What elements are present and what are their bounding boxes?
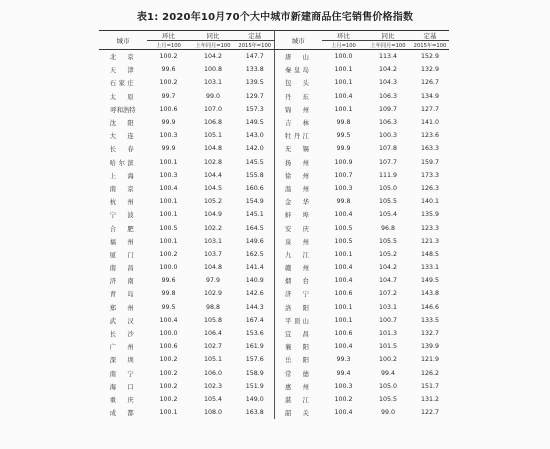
mom-cell: 100.5	[334, 224, 353, 232]
yoy-cell: 104.2	[378, 264, 398, 272]
mom-cell: 99.9	[161, 119, 176, 127]
mom-cell: 99.6	[161, 66, 176, 74]
city-cell: 长 春	[109, 146, 137, 154]
yoy-cell: 99.4	[380, 369, 396, 377]
city-cell: 赣 州	[285, 265, 312, 273]
yoy-cell: 111.9	[378, 171, 398, 179]
header-row	[99, 31, 449, 41]
city-cell: 温 州	[285, 185, 312, 193]
base-cell: 131.2	[420, 395, 440, 403]
city-cell: 福 州	[109, 238, 137, 246]
yoy-cell: 99.0	[380, 409, 396, 417]
city-cell: 平顶山	[285, 317, 312, 325]
table-row	[99, 287, 449, 300]
yoy-cell: 96.8	[380, 224, 396, 232]
table-row	[99, 221, 449, 234]
city-cell: 深 圳	[109, 357, 137, 365]
yoy-cell: 113.4	[378, 53, 398, 61]
yoy-cell: 106.4	[203, 330, 223, 338]
price-index-table	[99, 30, 449, 419]
mom-cell: 99.8	[336, 198, 351, 206]
city-cell: 海 口	[109, 383, 137, 391]
mom-cell: 99.6	[161, 277, 176, 285]
table-row	[99, 380, 449, 393]
mom-cell: 99.4	[336, 369, 351, 377]
city-cell: 广 州	[109, 344, 137, 352]
yoy-cell: 102.3	[203, 382, 223, 390]
header-yoy-left: 同比	[190, 31, 236, 41]
base-cell: 152.9	[420, 53, 440, 61]
header-base-left: 定基	[236, 31, 274, 41]
table-row	[99, 353, 449, 366]
city-cell: 沈 阳	[109, 120, 137, 128]
city-cell: 重 庆	[109, 396, 137, 404]
city-cell: 安 庆	[285, 225, 312, 233]
base-cell: 121.3	[420, 237, 440, 245]
city-cell: 哈尔滨	[109, 159, 137, 167]
table-body	[99, 50, 449, 420]
city-cell: 济 南	[109, 278, 137, 286]
subheader-mom-right: 上月=100	[322, 41, 365, 50]
yoy-cell: 104.3	[378, 79, 398, 87]
mom-cell: 100.6	[334, 290, 353, 298]
mom-cell: 100.1	[159, 237, 178, 245]
header-base-right: 定基	[411, 31, 449, 41]
base-cell: 126.2	[420, 369, 440, 377]
mom-cell: 100.1	[159, 158, 178, 166]
city-cell: 扬 州	[285, 159, 312, 167]
mom-cell: 100.4	[334, 343, 353, 351]
yoy-cell: 105.8	[203, 316, 223, 324]
city-cell: 宜 昌	[285, 331, 312, 339]
yoy-cell: 102.9	[203, 290, 223, 298]
city-cell: 泉 州	[285, 238, 312, 246]
base-cell: 148.5	[420, 250, 440, 258]
mom-cell: 100.2	[159, 369, 178, 377]
city-cell: 太 原	[109, 93, 137, 101]
mom-cell: 100.1	[159, 409, 178, 417]
base-cell: 145.5	[236, 156, 274, 169]
table-row	[99, 314, 449, 327]
mom-cell: 100.4	[159, 316, 178, 324]
city-cell: 金 华	[285, 199, 312, 207]
yoy-cell: 100.8	[203, 66, 223, 74]
mom-cell: 100.3	[334, 382, 353, 390]
mom-cell: 100.4	[334, 264, 353, 272]
base-cell: 155.8	[236, 169, 274, 182]
yoy-cell: 101.3	[378, 330, 398, 338]
city-cell: 九 江	[285, 251, 312, 259]
base-cell: 142.0	[236, 142, 274, 155]
city-cell: 大 连	[109, 133, 137, 141]
table-row	[99, 261, 449, 274]
base-cell: 158.9	[236, 367, 274, 380]
base-cell: 157.3	[236, 103, 274, 116]
yoy-cell: 105.4	[378, 211, 398, 219]
city-cell: 秦皇岛	[285, 67, 312, 75]
mom-cell: 100.1	[334, 79, 353, 87]
yoy-cell: 106.8	[203, 119, 223, 127]
yoy-cell: 105.5	[378, 237, 398, 245]
city-cell: 宁 波	[109, 212, 137, 220]
mom-cell: 99.8	[336, 119, 351, 127]
yoy-cell: 104.4	[203, 171, 223, 179]
mom-cell: 100.3	[159, 171, 178, 179]
yoy-cell: 105.1	[203, 356, 223, 364]
base-cell: 134.9	[420, 92, 440, 100]
city-cell: 惠 州	[285, 383, 312, 391]
yoy-cell: 107.0	[203, 105, 223, 113]
mom-cell: 100.2	[159, 79, 178, 87]
base-cell: 163.8	[236, 406, 274, 419]
base-cell: 126.3	[420, 184, 440, 192]
yoy-cell: 106.0	[203, 369, 223, 377]
yoy-cell: 108.0	[203, 409, 223, 417]
yoy-cell: 106.3	[378, 92, 398, 100]
city-cell: 湛 江	[285, 396, 312, 404]
base-cell: 123.6	[420, 132, 440, 140]
header-city-right: 城市	[274, 31, 322, 50]
yoy-cell: 102.8	[203, 158, 223, 166]
mom-cell: 99.8	[161, 290, 176, 298]
mom-cell: 100.0	[334, 53, 353, 61]
mom-cell: 99.7	[161, 92, 176, 100]
mom-cell: 100.0	[159, 330, 178, 338]
yoy-cell: 105.0	[378, 382, 398, 390]
yoy-cell: 106.3	[378, 119, 398, 127]
yoy-cell: 98.8	[205, 303, 221, 311]
base-cell: 151.7	[420, 382, 440, 390]
base-cell: 133.1	[420, 264, 440, 272]
base-cell: 139.5	[236, 76, 274, 89]
city-cell: 长 沙	[109, 331, 137, 339]
table-row	[99, 63, 449, 76]
table-row	[99, 76, 449, 89]
yoy-cell: 107.7	[378, 158, 398, 166]
base-cell: 135.9	[420, 211, 440, 219]
mom-cell: 100.9	[334, 158, 353, 166]
mom-cell: 100.4	[334, 277, 353, 285]
yoy-cell: 97.9	[205, 277, 221, 285]
mom-cell: 100.2	[159, 356, 178, 364]
mom-cell: 100.5	[334, 237, 353, 245]
base-cell: 146.6	[420, 303, 440, 311]
city-cell: 天 津	[109, 67, 137, 75]
base-cell: 149.0	[236, 393, 274, 406]
header-mom-left: 环比	[147, 31, 190, 41]
base-cell: 140.1	[420, 198, 440, 206]
city-cell: 青 岛	[109, 291, 137, 299]
mom-cell: 100.2	[159, 250, 178, 258]
yoy-cell: 104.2	[378, 66, 398, 74]
yoy-cell: 100.7	[378, 316, 398, 324]
table-row	[99, 208, 449, 221]
city-cell: 锦 州	[285, 106, 312, 114]
base-cell: 122.7	[420, 409, 440, 417]
mom-cell: 100.3	[334, 184, 353, 192]
table-row	[99, 406, 449, 419]
base-cell: 149.5	[420, 277, 440, 285]
city-cell: 韶 关	[285, 410, 312, 418]
base-cell: 142.6	[236, 287, 274, 300]
header-yoy-right: 同比	[365, 31, 411, 41]
yoy-cell: 101.5	[378, 343, 398, 351]
base-cell: 144.3	[236, 301, 274, 314]
yoy-cell: 105.5	[378, 395, 398, 403]
base-cell: 132.7	[420, 330, 440, 338]
base-cell: 164.5	[236, 221, 274, 234]
table-row	[99, 169, 449, 182]
table-row	[99, 182, 449, 195]
city-cell: 合 肥	[109, 225, 137, 233]
yoy-cell: 102.2	[203, 224, 223, 232]
city-cell: 杭 州	[109, 199, 137, 207]
yoy-cell: 103.1	[203, 237, 223, 245]
table-row	[99, 116, 449, 129]
table-title: 表1: 2020年10月70个大中城市新建商品住宅销售价格指数	[136, 12, 414, 23]
base-cell: 140.9	[236, 274, 274, 287]
base-cell: 129.7	[236, 90, 274, 103]
city-cell: 丹 东	[285, 93, 312, 101]
table-row	[99, 142, 449, 155]
city-cell: 牡丹江	[285, 133, 312, 141]
base-cell: 126.7	[420, 79, 440, 87]
mom-cell: 100.7	[334, 171, 353, 179]
yoy-cell: 100.3	[378, 132, 398, 140]
base-cell: 149.5	[236, 116, 274, 129]
mom-cell: 99.9	[336, 145, 351, 153]
city-cell: 常 德	[285, 370, 312, 378]
city-cell: 岳 阳	[285, 357, 312, 365]
base-cell: 153.6	[236, 327, 274, 340]
mom-cell: 100.4	[334, 92, 353, 100]
yoy-cell: 107.2	[378, 290, 398, 298]
city-cell: 厦 门	[109, 251, 137, 259]
header-mom-right: 环比	[322, 31, 365, 41]
table-row	[99, 90, 449, 103]
base-cell: 147.7	[236, 50, 274, 64]
mom-cell: 100.4	[334, 409, 353, 417]
base-cell: 143.0	[236, 129, 274, 142]
base-cell: 133.5	[420, 316, 440, 324]
city-cell: 包 头	[285, 80, 312, 88]
mom-cell: 100.1	[159, 198, 178, 206]
yoy-cell: 103.7	[203, 250, 223, 258]
base-cell: 145.1	[236, 208, 274, 221]
yoy-cell: 104.9	[203, 211, 223, 219]
table-row	[99, 235, 449, 248]
mom-cell: 100.2	[159, 395, 178, 403]
base-cell: 143.8	[420, 290, 440, 298]
mom-cell: 100.1	[159, 211, 178, 219]
city-cell: 北 京	[109, 54, 137, 62]
mom-cell: 100.0	[159, 264, 178, 272]
city-cell: 吉 林	[285, 120, 312, 128]
subheader-base-right: 2015年=100	[411, 41, 449, 50]
city-cell: 唐 山	[285, 54, 312, 62]
city-cell: 南 昌	[109, 265, 137, 273]
yoy-cell: 99.0	[205, 92, 221, 100]
mom-cell: 100.2	[334, 395, 353, 403]
mom-cell: 100.1	[334, 250, 353, 258]
subheader-base-left: 2015年=100	[236, 41, 274, 50]
yoy-cell: 104.7	[378, 277, 398, 285]
yoy-cell: 107.8	[378, 145, 398, 153]
mom-cell: 100.6	[159, 105, 178, 113]
subheader-yoy-left: 上年同月=100	[190, 41, 236, 50]
yoy-cell: 109.7	[378, 105, 398, 113]
base-cell: 149.6	[236, 235, 274, 248]
mom-cell: 100.2	[159, 382, 178, 390]
base-cell: 121.9	[420, 356, 440, 364]
mom-cell: 100.1	[334, 66, 353, 74]
yoy-cell: 100.2	[378, 356, 398, 364]
mom-cell: 100.4	[334, 211, 353, 219]
base-cell: 161.9	[236, 340, 274, 353]
base-cell: 141.0	[420, 119, 440, 127]
base-cell: 159.7	[420, 158, 440, 166]
mom-cell: 100.4	[159, 184, 178, 192]
base-cell: 160.6	[236, 182, 274, 195]
base-cell: 173.3	[420, 171, 440, 179]
yoy-cell: 105.2	[378, 250, 398, 258]
city-cell: 呼和浩特	[110, 106, 136, 114]
base-cell: 141.4	[236, 261, 274, 274]
base-cell: 123.3	[420, 224, 440, 232]
city-cell: 南 宁	[109, 370, 137, 378]
city-cell: 济 宁	[285, 291, 312, 299]
city-cell: 武 汉	[109, 317, 137, 325]
yoy-cell: 105.5	[378, 198, 398, 206]
city-cell: 无 锡	[285, 146, 312, 154]
yoy-cell: 102.7	[203, 343, 223, 351]
city-cell: 郑 州	[109, 304, 137, 312]
city-cell: 洛 阳	[285, 304, 312, 312]
base-cell: 154.9	[236, 195, 274, 208]
table-row	[99, 327, 449, 340]
base-cell: 157.6	[236, 353, 274, 366]
base-cell: 127.7	[420, 105, 440, 113]
yoy-cell: 104.5	[203, 184, 223, 192]
subheader-mom-left: 上月=100	[147, 41, 190, 50]
table-row	[99, 393, 449, 406]
yoy-cell: 105.0	[378, 184, 398, 192]
city-cell: 石家庄	[109, 80, 137, 88]
table-row	[99, 129, 449, 142]
mom-cell: 100.3	[159, 132, 178, 140]
city-cell: 襄 阳	[285, 344, 312, 352]
mom-cell: 99.3	[336, 356, 351, 364]
mom-cell: 100.1	[334, 303, 353, 311]
table-row	[99, 248, 449, 261]
yoy-cell: 104.8	[203, 145, 223, 153]
table-row	[99, 301, 449, 314]
city-cell: 烟 台	[285, 278, 312, 286]
base-cell: 162.5	[236, 248, 274, 261]
base-cell: 151.9	[236, 380, 274, 393]
base-cell: 132.9	[420, 66, 440, 74]
table-row	[99, 340, 449, 353]
table-row	[99, 50, 449, 64]
yoy-cell: 105.1	[203, 132, 223, 140]
yoy-cell: 104.2	[203, 53, 223, 61]
city-cell: 成 都	[109, 410, 137, 418]
table-row	[99, 274, 449, 287]
mom-cell: 100.6	[334, 330, 353, 338]
yoy-cell: 105.2	[203, 198, 223, 206]
mom-cell: 100.1	[334, 316, 353, 324]
mom-cell: 100.5	[159, 224, 178, 232]
table-row	[99, 195, 449, 208]
yoy-cell: 103.1	[203, 79, 223, 87]
table-row	[99, 103, 449, 116]
yoy-cell: 104.8	[203, 264, 223, 272]
base-cell: 167.4	[236, 314, 274, 327]
subheader-yoy-right: 上年同月=100	[365, 41, 411, 50]
mom-cell: 99.5	[161, 303, 176, 311]
mom-cell: 99.5	[336, 132, 351, 140]
city-cell: 蚌 埠	[285, 212, 312, 220]
city-cell: 徐 州	[285, 172, 312, 180]
table-row	[99, 367, 449, 380]
base-cell: 163.3	[420, 145, 440, 153]
yoy-cell: 103.1	[378, 303, 398, 311]
table-row	[99, 156, 449, 169]
city-cell: 南 京	[109, 185, 137, 193]
mom-cell: 99.9	[161, 145, 176, 153]
mom-cell: 100.6	[159, 343, 178, 351]
mom-cell: 100.2	[159, 53, 178, 61]
header-city-left: 城市	[99, 31, 147, 50]
city-cell: 上 海	[109, 172, 137, 180]
yoy-cell: 105.4	[203, 395, 223, 403]
base-cell: 139.9	[420, 343, 440, 351]
base-cell: 133.8	[236, 63, 274, 76]
mom-cell: 100.1	[334, 105, 353, 113]
